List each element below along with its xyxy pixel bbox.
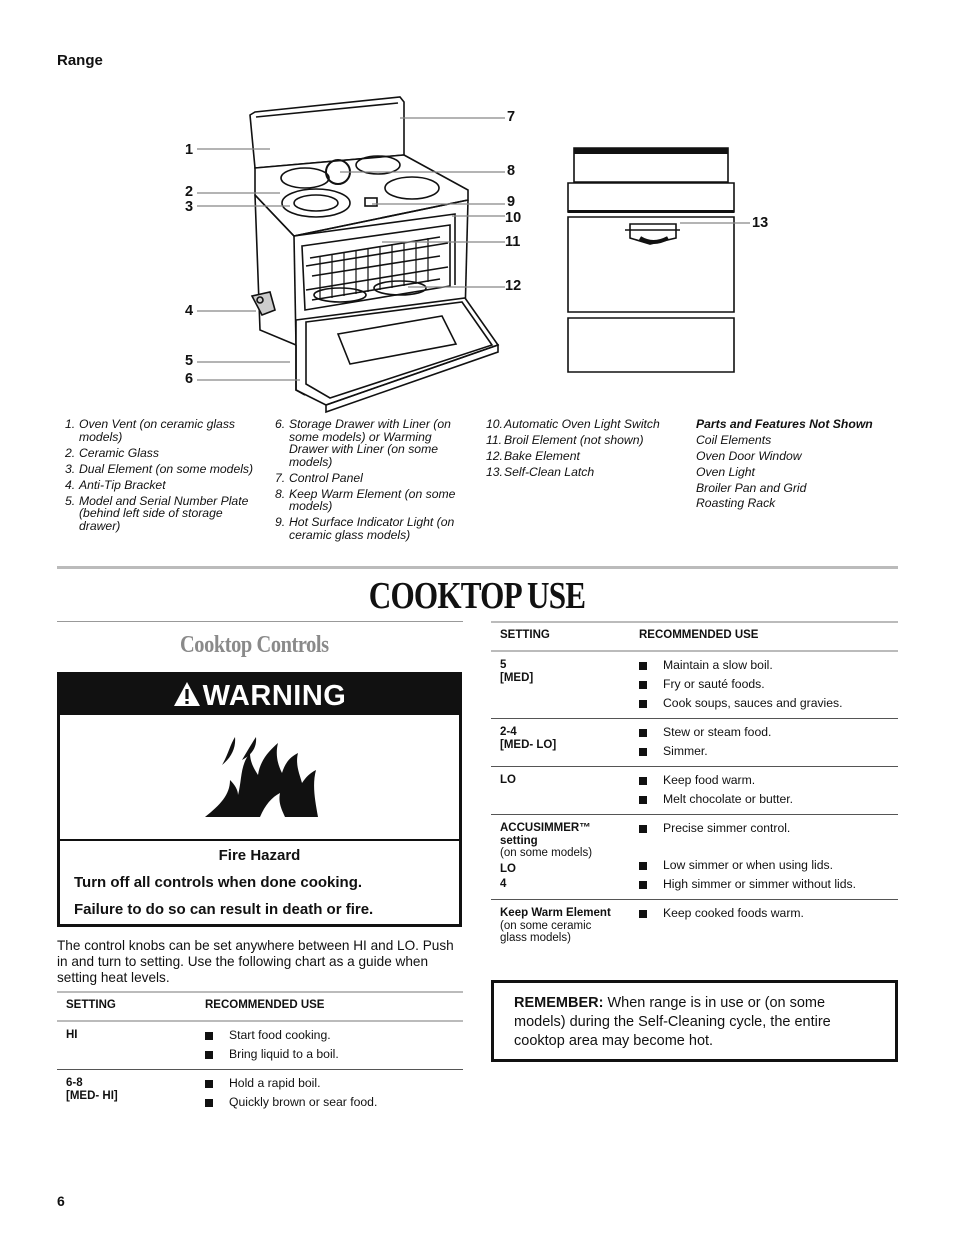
legend-col-3: 10. Automatic Oven Light Switch 11. Broil Element (not shown) 12. Bake Element 13. Self-Clean Latch	[486, 417, 660, 479]
warning-hazard-title: Fire Hazard	[218, 847, 301, 864]
warning-instruction: Turn off all controls when done cooking.	[74, 874, 363, 891]
warning-header	[60, 675, 459, 715]
column-header-use: RECOMMENDED USE	[639, 629, 759, 641]
settings-table-left	[57, 991, 463, 1117]
callout-12: 12	[505, 278, 522, 294]
page-title: COOKTOP USE	[368, 575, 586, 617]
callout-11: 11	[505, 234, 521, 250]
subsection-divider	[57, 621, 463, 622]
legend-not-shown-item: Oven Door Window	[696, 448, 802, 463]
legend-not-shown-item: Roasting Rack	[696, 496, 776, 511]
warning-box	[57, 672, 462, 927]
table-row: 5 [MED] Maintain a slow boil. Fry or sauté foods. Cook soups, sauces and gravies.	[491, 651, 898, 719]
remember-note: REMEMBER: When range is in use or (on some models) during the Self-Cleaning cycle, the entire cooktop area may become hot.	[491, 980, 898, 1062]
callout-1: 1	[185, 142, 194, 158]
section-label: Range	[57, 52, 103, 69]
callout-9: 9	[507, 194, 516, 210]
fire-hazard-icon	[200, 735, 325, 820]
callout-4: 4	[185, 303, 194, 319]
table-row: ACCUSIMMER™ setting (on some models) LO 4 Precise simmer control. Low simmer or when using lids. High simmer or simmer without lids.	[491, 815, 898, 900]
callout-10: 10	[505, 210, 522, 226]
range-diagram	[0, 0, 954, 420]
table-row: LO Keep food warm. Melt chocolate or butter.	[491, 767, 898, 815]
table-row: 6-8 [MED- HI] Hold a rapid boil. Quickly brown or sear food.	[66, 1076, 378, 1109]
legend-not-shown-title: Parts and Features Not Shown	[696, 417, 873, 431]
legend-col-1: 1. Oven Vent (on ceramic glass models) 2. Ceramic Glass 3. Dual Element (on some models) 4. Anti-Tip Bracket 5. Model and Serial Number Plate (behind left side of storage drawer)	[65, 417, 254, 533]
warning-triangle-icon	[173, 681, 201, 707]
section-divider	[57, 566, 898, 569]
warning-label: WARNING	[202, 680, 347, 712]
table-row: 2-4 [MED- LO] Stew or steam food. Simmer.	[491, 719, 898, 767]
legend-not-shown-item: Broiler Pan and Grid	[696, 480, 807, 495]
legend-not-shown-item: Oven Light	[696, 464, 755, 479]
intro-paragraph: The control knobs can be set anywhere between HI and LO. Push in and turn to setting. Use the following chart as a guide when setting heat levels.	[57, 938, 454, 985]
table-row: HI Start food cooking. Bring liquid to a boil.	[57, 1021, 463, 1070]
callout-3: 3	[185, 199, 194, 215]
column-header-setting: SETTING	[500, 629, 550, 641]
page-number: 6	[57, 1193, 65, 1209]
table-row: Keep Warm Element (on some ceramic glass models) Keep cooked foods warm.	[500, 906, 804, 944]
legend-not-shown	[696, 418, 896, 513]
settings-table-right	[491, 621, 898, 953]
callout-2: 2	[185, 184, 194, 200]
callout-6: 6	[185, 371, 194, 387]
legend-col-2: 6. Storage Drawer with Liner (on some models) or Warming Drawer with Liner (on some models) 7. Control Panel 8. Keep Warm Element (on some models) 9. Hot Surface Indicator Light (on ceramic glass models)	[275, 417, 456, 542]
column-header-setting: SETTING	[66, 999, 116, 1011]
subsection-title: Cooktop Controls	[180, 632, 329, 658]
warning-consequence: Failure to do so can result in death or fire.	[74, 901, 374, 918]
callout-13: 13	[752, 215, 769, 231]
warning-divider	[60, 839, 459, 841]
legend-not-shown-item: Coil Elements	[696, 432, 772, 447]
callout-5: 5	[185, 353, 194, 369]
callout-8: 8	[507, 163, 516, 179]
column-header-use: RECOMMENDED USE	[205, 999, 325, 1011]
callout-7: 7	[507, 109, 516, 125]
